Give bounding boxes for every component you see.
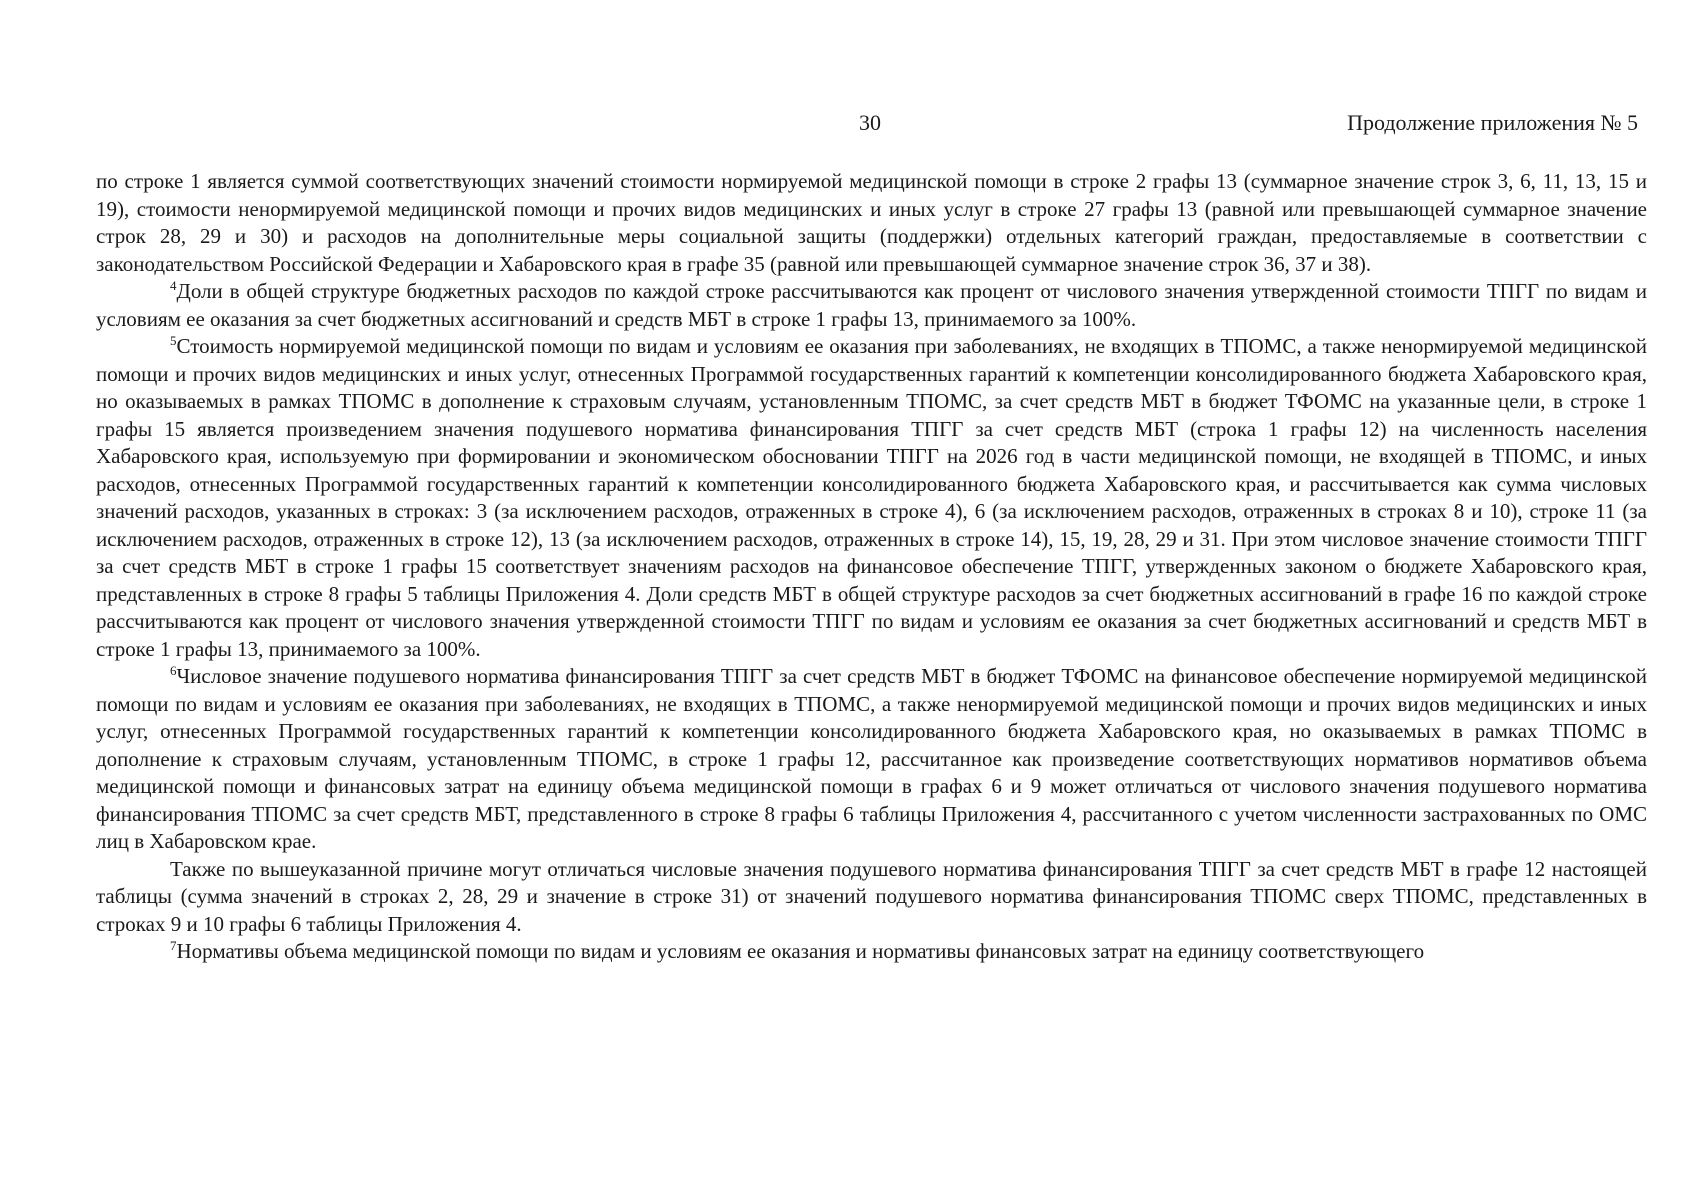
footnote-marker: 7: [170, 938, 177, 953]
paragraph-text: Нормативы объема медицинской помощи по видам и условиям ее оказания и нормативы финансовых затрат на единицу соответствующего: [176, 939, 1425, 963]
footnote-marker: 5: [170, 333, 177, 348]
paragraph-also: [96, 856, 1647, 939]
paragraph-text: Доли в общей структуре бюджетных расходов по каждой строке рассчитываются как процент от числового значения утвержденной стоимости ТПГГ по видам и условиям ее оказания за счет бюджетных ассигнований и средств МБТ в строке 1 графы 13, принимаемого за 100%.: [96, 279, 1647, 331]
paragraph-text: Числовое значение подушевого норматива финансирования ТПГГ за счет средств МБТ в бюджет ТФОМС на финансовое обеспечение нормируемой медицинской помощи по видам и условиям ее оказания при заболеваниях, не входящих в ТПОМС, а также ненормируемой медицинской помощи и прочих видов медицинских и иных услуг, отнесенных Программой государственных гарантий к компетенции консолидированного бюджета Хабаровского края, но оказываемых в рамках ТПОМС в дополнение к страховым случаям, установленным ТПОМС, в строке 1 графы 12, рассчитанное как произведение соответствующих нормативов нормативов объема медицинской помощи и финансовых затрат на единицу объема медицинской помощи в графах 6 и 9 может отличаться от числового значения подушевого норматива финансирования ТПОМС за счет средств МБТ, представленного в строке 8 графы 6 таблицы Приложения 4, рассчитанного с учетом численности застрахованных по ОМС лиц в Хабаровском крае.: [96, 664, 1647, 853]
paragraph-text: Также по вышеуказанной причине могут отличаться числовые значения подушевого норматива финансирования ТПГГ за счет средств МБТ в графе 12 настоящей таблицы (сумма значений в строках 2, 28, 29 и значение в строке 31) от значений подушевого норматива финансирования ТПОМС сверх ТПОМС, представленных в строках 9 и 10 графы 6 таблицы Приложения 4.: [96, 856, 1647, 936]
footnote-4: [96, 278, 1647, 333]
paragraph-text: по строке 1 является суммой соответствующих значений стоимости нормируемой медицинской помощи в строке 2 графы 13 (суммарное значение строк 3, 6, 11, 13, 15 и 19), стоимости ненормируемой медицинской помощи и прочих видов медицинских и иных услуг в строке 27 графы 13 (равной или превышающей суммарное значение строк 28, 29 и 30) и расходов на дополнительные меры социальной защиты (поддержки) отдельных категорий граждан, предоставляемые в соответствии с законодательством Российской Федерации и Хабаровского края в графе 35 (равной или превышающей суммарное значение строк 36, 37 и 38).: [96, 169, 1647, 276]
footnote-marker: 6: [170, 663, 177, 678]
footnote-5: [96, 333, 1647, 663]
paragraph-text: Стоимость нормируемой медицинской помощи по видам и условиям ее оказания при заболеваниях, не входящих в ТПОМС, а также ненормируемой медицинской помощи и прочих видов медицинских и иных услуг, отнесенных Программой государственных гарантий к компетенции консолидированного бюджета Хабаровского края, но оказываемых в рамках ТПОМС в дополнение к страховым случаям, установленным ТПОМС, за счет средств МБТ в бюджет ТФОМС на указанные цели, в строке 1 графы 15 является произведением значения подушевого норматива финансирования ТПГГ за счет средств МБТ (строка 1 графы 12) на численность населения Хабаровского края, используемую при формировании и экономическом обосновании ТПГГ на 2026 год в части медицинской помощи, не входящей в ТПОМС, и иных расходов, отнесенных Программой государственных гарантий к компетенции консолидированного бюджета Хабаровского края, и рассчитывается как сумма числовых значений расходов, указанных в строках: 3 (за исключением расходов, отраженных в строке 4), 6 (за исключением расходов, отраженных в строках 8 и 10), строке 11 (за исключением расходов, отраженных в строке 12), 13 (за исключением расходов, отраженных в строке 14), 15, 19, 28, 29 и 31. При этом числовое значение стоимости ТПГГ за счет средств МБТ в строке 1 графы 15 соответствует значениям расходов на финансовое обеспечение ТПГГ, утвержденных законом о бюджете Хабаровского края, представленных в строке 8 графы 5 таблицы Приложения 4. Доли средств МБТ в общей структуре расходов за счет бюджетных ассигнований в графе 16 по каждой строке рассчитываются как процент от числового значения утвержденной стоимости ТПГГ по видам и условиям ее оказания за счет бюджетных ассигнований и средств МБТ в строке 1 графы 13, принимаемого за 100%.: [96, 334, 1647, 661]
document-body: [96, 168, 1647, 966]
page-number: 30: [859, 110, 881, 135]
footnote-marker: 4: [170, 278, 177, 293]
footnote-7: [96, 938, 1647, 966]
appendix-caption: Продолжение приложения № 5: [1347, 110, 1638, 135]
footnote-6: [96, 663, 1647, 856]
paragraph-continuation: [96, 168, 1647, 278]
